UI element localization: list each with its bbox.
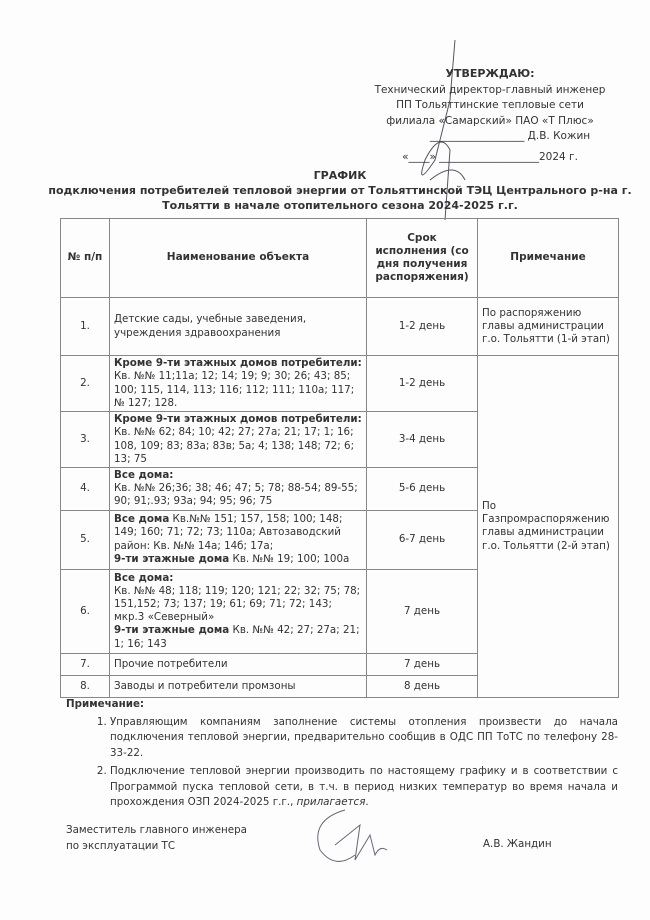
row-name (110, 468, 367, 511)
row-name (110, 569, 367, 653)
row-name-text: Кв. №№ 48; 118; 119; 120; 121; 22; 32; 75; 78; 151,152; 73; 137; 19; 61; 69; 71; 72; 143; мкр.3 «Северный» (114, 584, 361, 624)
row-name (110, 412, 367, 468)
table-row (61, 298, 619, 356)
row-term: 1-2 день (367, 298, 478, 356)
header-term: Срок исполнения (со дня получения распоряжения) (367, 219, 478, 298)
notes-section (66, 697, 618, 814)
row-name-text: Кв.№№ 151; 157, 158; 100; 148; 149; 160; 71; 72; 73; 110а; Автозаводский район: Кв. №№ 14а; 14б; 17а; (114, 513, 343, 552)
row-term: 3-4 день (367, 412, 478, 468)
row-num: 4. (61, 468, 110, 511)
note-end: . (365, 796, 369, 808)
row-name (110, 356, 367, 412)
row-name-bold: 9-ти этажные дома (114, 624, 230, 637)
row-name-text: Заводы и потребители промзоны (114, 679, 296, 692)
position-line: Заместитель главного инженера (66, 824, 247, 836)
row-name-text: Кв. №№ 42; 27; 27а; 21; 1; 16; 143 (114, 624, 360, 650)
schedule-table (60, 218, 619, 698)
row-name-bold: Все дома: (114, 469, 174, 481)
row-num: 3. (61, 412, 110, 468)
approval-date: «____» ___________________2024 г. (402, 150, 578, 163)
row-name-bold: Кроме 9-ти этажных домов потребители: (114, 357, 362, 370)
title-sub: подключения потребителей тепловой энергии от Тольяттинской ТЭЦ Центрального р-на г. Тольятти в начале отопительного сезона 2024-2025 г.г. (48, 184, 632, 212)
signatory-name: А.В. Жандин (483, 838, 552, 850)
header-name: Наименование объекта (110, 219, 367, 298)
approval-heading: УТВЕРЖДАЮ: (445, 67, 535, 80)
row-num: 1. (61, 298, 110, 356)
approval-line: Технический директор-главный инженер (374, 83, 606, 96)
signature-mark (305, 805, 395, 875)
row-num: 5. (61, 510, 110, 569)
header-note: Примечание (478, 219, 619, 298)
row-term: 8 день (367, 675, 478, 697)
table-header (61, 219, 619, 298)
row-term: 7 день (367, 653, 478, 675)
note-item (110, 764, 618, 811)
row-name-bold: 9-ти этажные дома (114, 552, 230, 565)
row-name (110, 298, 367, 356)
row-name (110, 510, 367, 569)
row-name-bold: Кроме 9-ти этажных домов потребители: (114, 413, 362, 426)
approval-block (345, 66, 635, 165)
table-row (61, 356, 619, 412)
note-stage1: По распоряжению главы администрации г.о. Тольятти (1-й этап) (478, 298, 619, 356)
notes-heading: Примечание: (66, 698, 145, 710)
row-name-bold: Все дома: (114, 571, 174, 584)
document-title (40, 168, 640, 213)
row-name (110, 653, 367, 675)
signatory-position (66, 823, 247, 854)
note-text: Подключение тепловой энергии производить по настоящему графику и в соответствии с Программой пуска тепловой сети, в т.ч. в период низких температур во время начала и прохождения ОЗП 2024-2025 г.г., (110, 765, 618, 808)
row-name (110, 675, 367, 697)
row-num: 8. (61, 675, 110, 697)
row-name-bold: Все дома (114, 513, 170, 526)
row-name-text: Кв. №№ 11;11а; 12; 14; 19; 9; 30; 26; 43; 85; 100; 115, 114, 113; 116; 112; 111; 110а; 117; № 127; 128. (114, 370, 355, 409)
row-term: 7 день (367, 569, 478, 653)
note-stage2: По Газпромраспоряжению главы администрации г.о. Тольятти (2-й этап) (478, 356, 619, 698)
row-name-text: Кв. №№ 26;36; 38; 46; 47; 5; 78; 88-54; 89-55; 90; 91;.93; 93а; 94; 95; 96; 75 (114, 482, 358, 508)
row-term: 5-6 день (367, 468, 478, 511)
row-term: 6-7 день (367, 510, 478, 569)
row-name-text: Кв. №№ 62; 84; 10; 42; 27; 27а; 21; 17; 1; 16; 108, 109; 83; 83а; 83в; 5а; 4; 138; 148; 72; 6; 13; 75 (114, 426, 355, 465)
approval-line: филиала «Самарский» ПАО «Т Плюс» (386, 114, 594, 127)
row-num: 6. (61, 569, 110, 653)
position-line: по эксплуатации ТС (66, 839, 176, 852)
row-name-text: Кв. №№ 19; 100; 100а (229, 552, 350, 565)
row-num: 7. (61, 653, 110, 675)
title-main: ГРАФИК (313, 169, 367, 182)
approval-line: ПП Тольяттинские тепловые сети (396, 99, 584, 111)
header-num: № п/п (61, 219, 110, 298)
row-term: 1-2 день (367, 356, 478, 412)
row-name-text: Прочие потребители (114, 657, 228, 670)
row-num: 2. (61, 356, 110, 412)
note-italic: прилагается (296, 796, 366, 808)
note-item: 1. Управляющим компаниям заполнение системы отопления произвести до начала подключения тепловой энергии, предварительно сообщив в ОДС ПП ТоТС по телефону 28-33-22. (110, 715, 618, 762)
row-name-text: Детские сады, учебные заведения, учреждения здравоохранения (114, 313, 307, 339)
approval-name: __________________ Д.В. Кожин (429, 130, 591, 142)
